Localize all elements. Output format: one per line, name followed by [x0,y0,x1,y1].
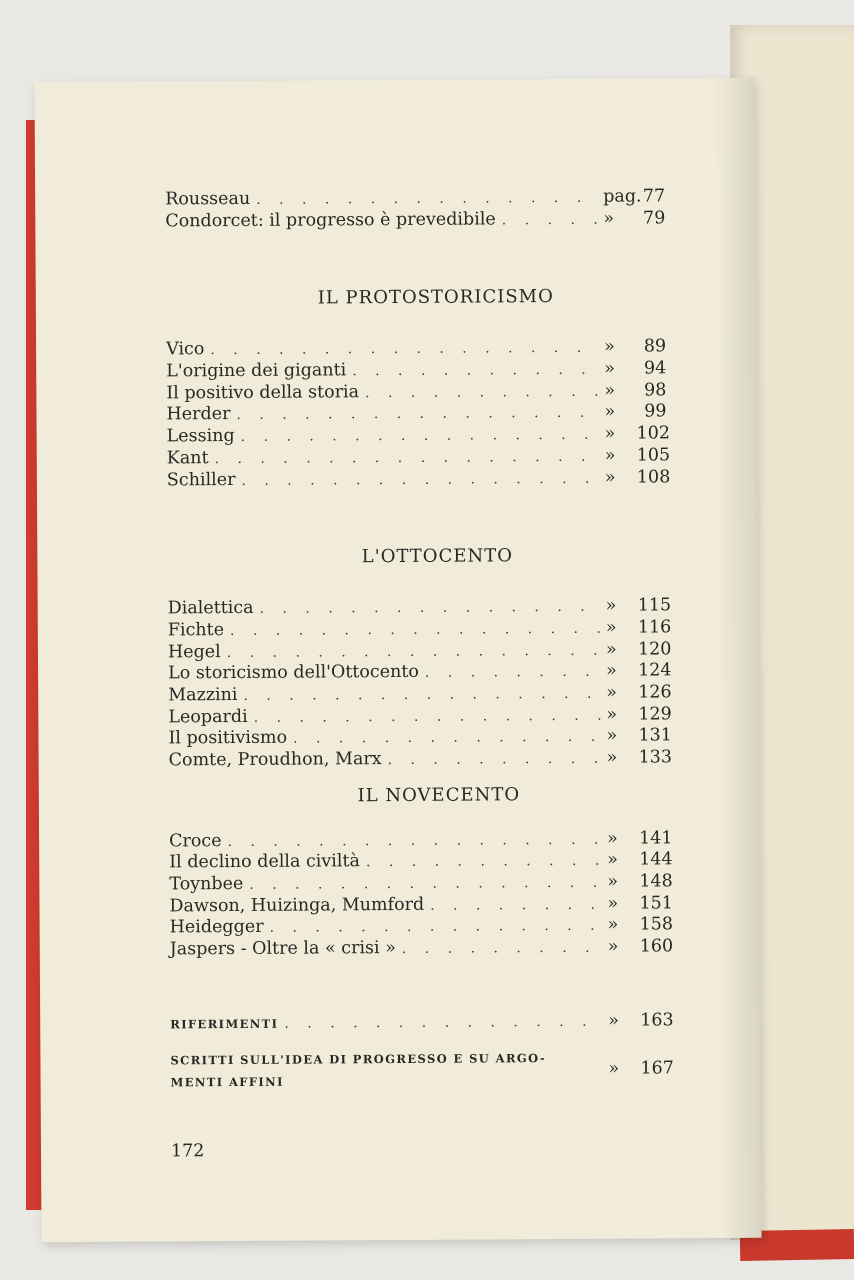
toc-entry-title: Mazzini [168,684,238,706]
toc-entry-mark: » [605,595,617,616]
toc-entry-title: Condorcet: il progresso è prevedibile [165,209,496,232]
toc-entry [169,893,673,918]
leader-dots [256,188,597,212]
toc-entry [166,402,666,427]
toc-entry-mark: » [607,871,619,892]
leader-dots [241,468,599,492]
toc-entry-page: 144 [639,849,673,870]
toc-entry-mark: » [604,467,616,488]
toc-entry-mark: » [608,1010,619,1031]
toc-entry-title: Hegel [167,641,221,662]
toc-entry-page: 158 [639,914,674,935]
toc-entry-page: 133 [638,747,673,768]
toc-entry-mark: » [607,850,619,871]
toc-entry-page: 115 [637,595,672,616]
toc-entry-title: Herder [166,404,231,425]
toc-entry-page: 116 [637,617,672,638]
toc-entry [168,725,672,751]
toc-entry-mark: » [607,915,619,936]
toc-entry-title: Lo storicismo dell'Ottocento [168,662,419,684]
toc-entry-title: Heidegger [169,917,264,938]
toc-entry-page: 151 [639,893,673,914]
toc-entry-title: Toynbee [169,874,244,895]
toc-entry-mark: » [604,337,615,358]
toc-entry-page: 120 [637,638,672,660]
toc-entry-mark: » [604,445,616,466]
leader-dots [388,749,601,772]
leader-dots [260,597,600,621]
toc-entry-mark: » [606,660,617,681]
section-heading: IL NOVECENTO [357,783,521,806]
toc-entry-page: 126 [638,682,672,703]
toc-entry-title: Kant [166,447,209,469]
leader-dots [425,662,600,685]
toc-entry-page: 105 [636,445,671,466]
toc-entry-mark: » [606,725,618,747]
book-page [34,78,761,1242]
leader-dots [365,382,598,405]
toc-entry [167,595,672,621]
leader-dots [227,640,600,664]
toc-entry-riferimenti [170,1010,674,1035]
toc-entry-mark: » [607,936,619,957]
table-of-contents [165,186,674,1093]
toc-entry-title: Leopardi [168,706,248,728]
toc-entry [166,380,666,405]
toc-entry-page: 89 [643,336,667,357]
toc-entry-page: 148 [639,871,673,892]
toc-entry-title: Lessing [166,426,235,447]
toc-entry-mark: » [604,402,616,423]
toc-entry-title: Il positivo della storia [166,381,360,404]
leader-dots [430,895,601,918]
toc-entry-page: 77 [642,186,666,207]
toc-entry [166,337,666,362]
toc-entry-page: 98 [644,380,667,401]
leader-dots [236,403,598,427]
toc-entry-page: 94 [643,358,667,379]
toc-entry-title: Schiller [166,469,236,490]
leader-dots [366,851,601,874]
toc-entry [169,936,674,961]
section-heading: L'OTTOCENTO [361,545,514,568]
toc-entry [166,445,671,470]
section-heading: IL PROTOSTORICISMO [317,286,554,309]
leader-dots [243,684,600,708]
toc-entry-mark: » [604,423,616,444]
toc-entry-page: 79 [642,208,666,229]
toc-entry-mark: » [608,1058,620,1079]
leader-dots [502,209,598,231]
toc-entry-title: Dawson, Huizinga, Mumford [169,894,425,917]
toc-entry-title: Comte, Proudhon, Marx [168,749,382,771]
toc-entry-mark: » [606,704,618,725]
toc-entry [168,747,673,772]
toc-entry-title: Il declino della civiltà [169,851,360,873]
leader-dots [241,425,599,449]
toc-entry [165,208,665,233]
toc-entry-page: 163 [640,1010,674,1031]
toc-entry-page: 167 [640,1057,674,1079]
toc-entry-title: L'origine dei giganti [166,360,347,382]
leader-dots [269,916,601,940]
leader-dots [290,1068,593,1092]
leader-dots [293,727,601,751]
toc-entry-title-line-1: SCRITTI SULL'IDEA DI PROGRESSO E SU ARGO- [170,1050,547,1067]
toc-entry-scritti [170,1046,674,1093]
toc-entry [168,660,672,686]
toc-entry-mark: pag. [603,186,642,207]
toc-entry-title: Vico [166,339,205,360]
leader-dots [210,338,598,362]
leader-dots [352,360,598,383]
toc-entry-title: Il positivismo [168,727,288,749]
toc-entry-page: 131 [638,725,672,746]
toc-entry-mark: » [604,380,616,401]
toc-entry-mark: » [606,747,618,768]
leader-dots [227,829,601,853]
toc-entry-mark: » [605,639,617,660]
toc-entry [166,466,671,492]
page-number: 172 [170,1141,205,1162]
leader-dots [215,447,599,471]
toc-entry-page: 108 [636,466,671,488]
toc-entry-page: 102 [636,423,671,444]
toc-entry-title: Croce [169,830,222,852]
leader-dots [230,619,600,643]
toc-entry-title: Dialettica [167,598,254,619]
toc-entry-mark: » [607,828,618,849]
toc-entry-mark: » [603,208,615,229]
toc-entry-mark: » [607,893,619,914]
toc-entry [169,828,673,853]
toc-entry [167,638,672,664]
toc-entry-title-line-2: MENTI AFFINI [170,1074,284,1089]
toc-entry-page: 124 [638,660,672,681]
toc-entry-title: RIFERIMENTI [170,1016,279,1032]
toc-entry [169,914,674,940]
toc-entry [166,358,666,383]
toc-entry-mark: » [604,358,616,379]
toc-entry-title: Jaspers - Oltre la « crisi » [169,938,396,960]
toc-entry-title: Rousseau [165,188,251,210]
toc-entry [169,849,673,875]
toc-entry-page: 129 [638,703,672,725]
toc-entry-title: Fichte [167,619,225,641]
toc-entry-page: 99 [644,401,667,422]
leader-dots [284,1012,602,1036]
toc-entry [168,703,672,729]
leader-dots [249,873,601,897]
toc-entry [169,871,673,896]
leader-dots [254,705,601,729]
toc-entry [166,423,671,448]
toc-entry-page: 141 [639,828,673,849]
leader-dots [402,938,602,961]
toc-entry-mark: » [605,617,617,638]
toc-entry [168,682,672,707]
toc-entry [167,617,672,642]
toc-entry-mark: » [606,682,617,703]
toc-entry [165,186,665,211]
toc-entry-page: 160 [639,936,674,957]
